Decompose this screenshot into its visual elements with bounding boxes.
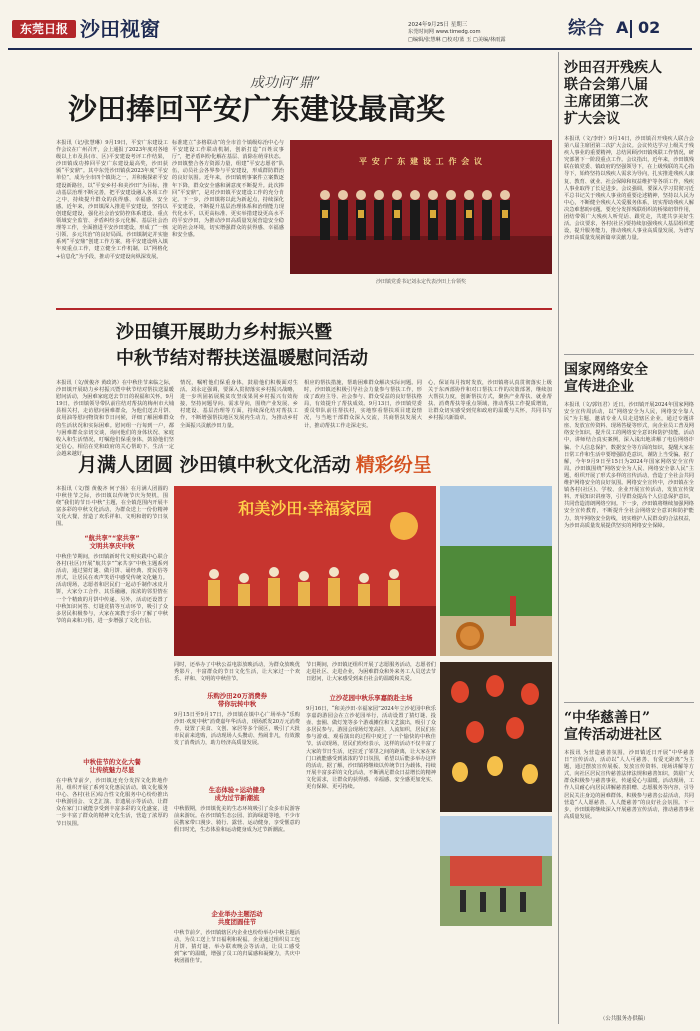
logo (12, 20, 76, 38)
right-column-rule (558, 52, 559, 1024)
right-article3-source: （公共服务办供稿） (600, 1016, 649, 1022)
article3-col2-body3: 中秋假期，沙田镇优美的生态环境吸引了众多市民游客前来游玩。在沙田镇生态公园、滨海绿道等地，不少市民携家带口漫步、骑行、露营、运动健身，享受惬意的假日时光，生态体验和运动健身成为过节新潮流。 (174, 806, 300, 834)
article2-body-col3: 相应的帮扶措施，帮助困难群众解决实际问题。同时，沙田镇还积极引导社会力量参与帮扶工作，形成了政府主导、社会参与、群众受益的良好帮扶格局，有效提升了帮扶成效。9月13日，沙田镇党委委员带队前往帮扶村，实地察看帮扶项目建设情况，与当地干部群众深入交流，共商帮扶发展大计，推动帮扶工作走深走实。 (304, 380, 422, 429)
article3-headline-main: 月满人团圆 沙田镇中秋文化活动 (78, 454, 351, 476)
staff-line: □编辑/张慧琳 □校对/蓝 玉 □美编/林雨露 (408, 37, 506, 43)
date-line: 2024年9月25日 星期三 (408, 22, 468, 28)
article1-photo-banner: 平 安 广 东 建 设 工 作 会 议 (358, 156, 484, 166)
right-article3-headline-2: 宣传活动进社区 (564, 727, 662, 743)
right-article1-headline-3: 主席团第二次 (564, 94, 648, 110)
article3-col1-sub2: 中秋佳节的文化大餐 让传统魅力尽显 (83, 758, 141, 774)
article1-body-col2: 标准建立“多格联动”的全市首个镇级综治中心与平安建设工作联动机制，创新打造“百姓议事厅”，把矛盾纠纷化解在基层、消除在萌芽状态。沙田镇整合各方资源力量，组建“平安志愿者”队伍，动员社会各界参与平安建设，形成群防群治的良好氛围。近年来，沙田镇刑事案件立案数逐年下降，群众安全感和满意度不断提升。此次捧回“平安鼎”，是对沙田镇平安建设工作的充分肯定。下一步，沙田镇将以此为新起点，持续深化平安建设，不断提升基层治理体系和治理能力现代化水平，以更高标准、更实举措建设更高水平的平安沙田，为推动沙田高质量发展营造安全稳定的社会环境，切实增强群众的获得感、幸福感和安全感。 (172, 140, 284, 239)
right-article3 (564, 710, 694, 744)
right-article3-headline-1: “中华慈善日” (564, 710, 651, 726)
article3-lantern-photo (440, 662, 552, 812)
park-scene (440, 486, 552, 656)
article3-event-photo (440, 816, 552, 926)
masthead (8, 6, 692, 52)
article2-headline-line2: 中秋节结对帮扶送温暖慰问活动 (116, 348, 368, 369)
page-divider (630, 20, 632, 38)
right-article2 (564, 362, 694, 396)
event-scene (440, 816, 552, 926)
article3-col2-sub3: 企业举办主题活动 共度团圆佳节 (211, 910, 263, 926)
article3-headline (78, 450, 548, 480)
right-article1-body: 本报讯（文/李轩）9月14日，沙田镇召开残疾人联合会第八届主席团第二次扩大会议。会议传达学习上级关于残疾人事业的重要精神，总结回顾沙田镇残联工作情况，研究部署下一阶段重点工作。会议指出，近年来，沙田镇残联在镇党委、镇政府的坚强领导下，在上级残联的关心指导下，始终坚持以残疾人需求为导向，扎实推进残疾人康复、教育、就业、社会保障和权益维护等各项工作，残疾人事业取得了长足进步。会议强调，要深入学习贯彻习近平总书记关于残疾人事业的重要论述精神，坚持以人民为中心，不断健全残疾人关爱服务体系，切实帮助残疾人解决急难愁盼问题。要充分发挥残联组织的桥梁纽带作用，团结带领广大残疾人听党话、跟党走，共建共享美好生活。会议要求，各村(社区)要持续加强残疾人基层组织建设，提升服务能力，推动残疾人事业高质量发展，为谱写沙田高质量发展新篇章贡献力量。 (564, 136, 694, 242)
article3-col2-body2: 9月15日至9月17日，沙田镇在镇中心广场举办“乐购沙田·欢度中秋”消费嘉年华活动，现场派发20万元消费券，设置了美食、文创、家居等多个展区，吸引了大批市民前来选购，活动现场人头攒动、热闹非凡，有效激发了消费活力，助力经济高质量发展。 (174, 712, 300, 747)
article3-col2-body1: 同时，还举办了中秋公益电影放映活动，为群众放映优秀影片，丰富群众的节日文化生活，让大家过一个欢乐、祥和、文明的中秋佳节。 (174, 662, 300, 683)
article2-body-col4: 心，保证每月按时发放，沙田镇将认真贯彻落实上级关于东西部协作和对口帮扶工作的决策部署，继续加大帮扶力度，创新帮扶方式，聚焦产业帮扶、就业帮扶、消费帮扶等重点领域，推动帮扶工作提质增效，让群众切实感受到党和政府的温暖与关怀，共同书写乡村振兴新篇章。 (428, 380, 552, 422)
article3-col3-sub1: 立沙花园中秋乐享嘉韵赴主场 (329, 694, 413, 702)
article2-headline-line1: 沙田镇开展助力乡村振兴暨 (116, 322, 332, 343)
article3-col3-body2: 9月16日，“和美沙田·幸福家园”2024年立沙花园中秋乐享嘉韵游园会在立沙花园举行，活动设置了猜灯谜、投壶、套圈、做灯笼等多个游戏摊位和文艺演出，吸引了众多居民参与。游园会现场灯笼高挂、人流如织，居民们在参与游戏、观看演出的过程中度过了一个愉快的中秋佳节。活动现场，居民们纷纷表示，这样的活动不仅丰富了大家的节日生活，还拉近了邻里之间的距离，让大家在家门口就能感受到浓浓的节日氛围，希望以后能多举办这样的活动。据了解，沙田镇将继续以传统节日为载体，持续开展丰富多彩的文化活动，不断满足群众日益增长的精神文化需求，让群众的获得感、幸福感、安全感更加充实、更有保障、更可持续。 (306, 706, 436, 791)
lantern-scene (440, 662, 552, 812)
logo-text: 东莞日报 (19, 22, 68, 36)
article1-kicker: 成功问“鼎” (250, 75, 321, 91)
right-article2-body: 本报讯（文/郭钰君）近日，沙田镇开展2024年国家网络安全宣传周活动，以“网络安全为人民，网络安全靠人民”为主题，邀请专业人员走进辖区企业，通过专题讲座、发放宣传资料、现场答疑等形式，向企业员工普及网络安全知识，提升员工的网络安全意识和防护技能。活动中，讲师结合真实案例，深入浅出地讲解了电信网络诈骗、个人信息保护、数据安全等方面的知识，提醒大家在日常工作和生活中要增强防范意识，谨防上当受骗。据了解，今年9月9日至15日为2024年国家网络安全宣传周。沙田镇围绕“网络安全为人民、网络安全靠人民”主题，组织开展了形式多样的宣传活动，营造了全社会共同维护网络安全的良好氛围。网络安全宣传中，沙田镇在全镇各村(社区)、学校、企业开展宣传活动，发放宣传资料、开展知识讲座等，引导群众提高个人信息保护意识，共同营造清朗网络空间。下一步，沙田镇将继续加强网络安全宣传教育，不断提升全社会网络安全意识和防护能力，筑牢网络安全防线，切实维护人民群众的合法权益，为沙田高质量发展提供坚实的网络安全保障。 (564, 402, 694, 529)
section-label: 综合 (568, 18, 604, 39)
article3-col3-body1: 节日期间，沙田镇还组织开展了志愿服务活动，志愿者们走进社区、走进企业，为困难群众和外来务工人员送去节日慰问，让大家感受到来自社会的温暖和关爱。 (306, 662, 436, 683)
article1-body-col1: 本报讯（记/张慧琳）9月19日，平安广东建设工作会议在广州召开，会上通报了2023年度对各地级以上市及县(市、区)平安建设考评工作结果，沙田镇成功捧回平安广东建设最高奖，沙田获颁“平安鼎”。其中东莞沙田镇获2023年度“平安单位”，成为全市四个镇街之一，并积极探索平安建设新路径，以“平安乡村·和美沙田”为目标，推动基层治理不断完善，把平安建设融入各项工作之中，持续提升群众的获得感、幸福感、安全感。近年来，沙田镇深入推进平安建设，坚持以创建促建设，强化社会治安防控体系建设、重点领域安全监管、矛盾纠纷多元化解、基层社会治理等工作，全面推进平安沙田建设，形成了“一核引领、多元共治”的良好局面。沙田镇制定并实施系列“平安鼎”创建工作方案，将平安建设纳入镇年度重点工作，建立健全工作机制，以“网格化+信息化”为手段，推动平安建设向纵深发展。 (56, 140, 168, 260)
article2-body-col1: 本报讯（文/黄俊齐 黄政鸿）在中秋佳节来临之际，沙田镇开展助力乡村振兴暨中秋节结对帮扶送温暖慰问活动，为困难家庭送去节日的祝福和关怀。9月19日，沙田镇领导带队前往结对帮扶的梅州市大埔县相关村，走访慰问困难群众，为他们送去月饼、食用油等慰问物资和节日问候，详细了解困难群众的生活状况和实际困难。慰问组一行每到一户，都与困难群众亲切交谈，询问他们的身体状况、家庭收入和生活情况，叮嘱他们保重身体，鼓励他们坚定信心，相信在党和政府的关心帮助下，生活一定会越来越好。 (56, 380, 174, 457)
article3-col1-sub1: “航共享”“家共享” 文明共享庆中秋 (84, 534, 140, 550)
article3-poster-photo (174, 486, 436, 656)
right-article1-headline-2: 联合会第八届 (564, 77, 648, 93)
article1-photo-caption: 沙田镇党委书记刘永定代表沙田上台领奖 (375, 279, 466, 285)
right-article2-headline-1: 国家网络安全 (564, 362, 648, 378)
editor-line: 东莞时间网 www.timedg.com (408, 29, 481, 35)
article2-body-col2: 情况，嘱咐他们保重身体，鼓励他们积极面对生活。刘永定强调，要深入贯彻落实乡村振兴战略，进一步巩固拓展脱贫攻坚成果同乡村振兴有效衔接，坚持问题导向、需求导向，围绕产业发展、乡村建设、基层治理等方面，持续深化结对帮扶工作，不断增强帮扶地区发展内生动力，为推动乡村全面振兴贡献沙田力量。 (180, 380, 298, 429)
article3-col2-sub1: 乐购沙田20万消费券 带你玩转中秋 (206, 692, 268, 708)
article2-box (56, 308, 552, 457)
page-badge (616, 18, 690, 40)
article3-col2-sub2: 生态体验+运动健身 成为过节新潮流 (208, 786, 266, 802)
article3-col2-body4: 中秋节前夕，沙田镇辖区内企业也纷纷举办中秋主题活动，为员工送上节日福利和祝福。企业通过组织员工包月饼、猜灯谜、举办联欢晚会等活动，让员工感受到“家”的温暖，增强了员工的归属感和凝聚力，共庆中秋团圆佳节。 (174, 930, 300, 965)
poster-title: 和美沙田·幸福家园 (238, 499, 372, 518)
article1-headline: 沙田捧回平安广东建设最高奖 (68, 92, 446, 126)
right-divider-2 (564, 702, 694, 703)
performers-group (174, 486, 436, 656)
article3-park-photo (440, 486, 552, 656)
right-article3-body: 本报讯 为营造慈善氛围，沙田镇近日开展“中华慈善日”宣传活动，活动以“人人可慈善、有爱无距离”为主题，通过摆放宣传展板、发放宣传资料、现场讲解等方式，向社区居民宣传慈善法律法规和慈善知识，鼓励广大群众积极参与慈善事业，传递爱心与温暖。活动现场，工作人员耐心向居民讲解慈善捐赠、志愿服务等内容，引导居民关注身边的困难群体，积极参与慈善公益活动，共同营造“人人愿慈善、人人能慈善”的良好社会氛围。下一步，沙田镇将继续深入开展慈善宣传活动，推动慈善事业高质量发展。 (564, 750, 694, 820)
page-number: 02 (638, 18, 661, 37)
right-article1-headline-1: 沙田召开残疾人 (564, 60, 662, 76)
masthead-rule (8, 48, 692, 50)
article3-headline-accent: 精彩纷呈 (355, 454, 432, 476)
article3-col1-body1: 中秋佳节期间，沙田镇新时代文明实践中心联合各村(社区)开展“航共享”“家共享”中秋主题系列活动，通过猜灯谜、做月饼、诵经典、赏民俗等形式，让居民在欢声笑语中感受传统文化魅力。活动现场，志愿者和居民们一起动手制作冰皮月饼，大家分工合作、其乐融融，浓浓的邻里情在一个个精致的月饼中传递。另外，活动还设置了中秋知识问答、灯谜竞猜等互动环节，吸引了众多居民积极参与，大家在寓教于乐中了解了中秋节的由来和习俗，进一步增强了文化自信。 (56, 554, 168, 624)
article3-col1-body2: 在中秋节前夕，沙田镇还充分发挥文化阵地作用，组织开展了系列文化惠民活动。镇文化服务中心、各村(社区)综合性文化服务中心纷纷推出中秋游园会、文艺汇演、非遗展示等活动，让群众在家门口就能享受到丰富多彩的文化盛宴，进一步丰富了群众的精神文化生活，营造了浓厚的节日氛围。 (56, 778, 168, 827)
right-article1-headline-4: 扩大会议 (564, 111, 620, 127)
right-article1 (564, 60, 694, 128)
article1-photo (290, 140, 552, 274)
section-title: 沙田视窗 (80, 17, 160, 41)
article3-col1-intro: 本报讯（文/图 黄俊齐 何子扬）在月满人团圆的中秋佳节之际，沙田镇以传统节庆为契机，围绕“我们的节日·中秋”主题，在全镇范围内开展丰富多彩的中秋文化活动，为群众送上一份份精神文化大餐，营造了欢乐祥和、文明和谐的节日氛围。 (56, 486, 168, 528)
right-divider-1 (564, 354, 694, 355)
page-prefix: A (616, 18, 629, 37)
right-article2-headline-2: 宣传进企业 (564, 379, 634, 395)
award-winners-group (290, 140, 552, 274)
